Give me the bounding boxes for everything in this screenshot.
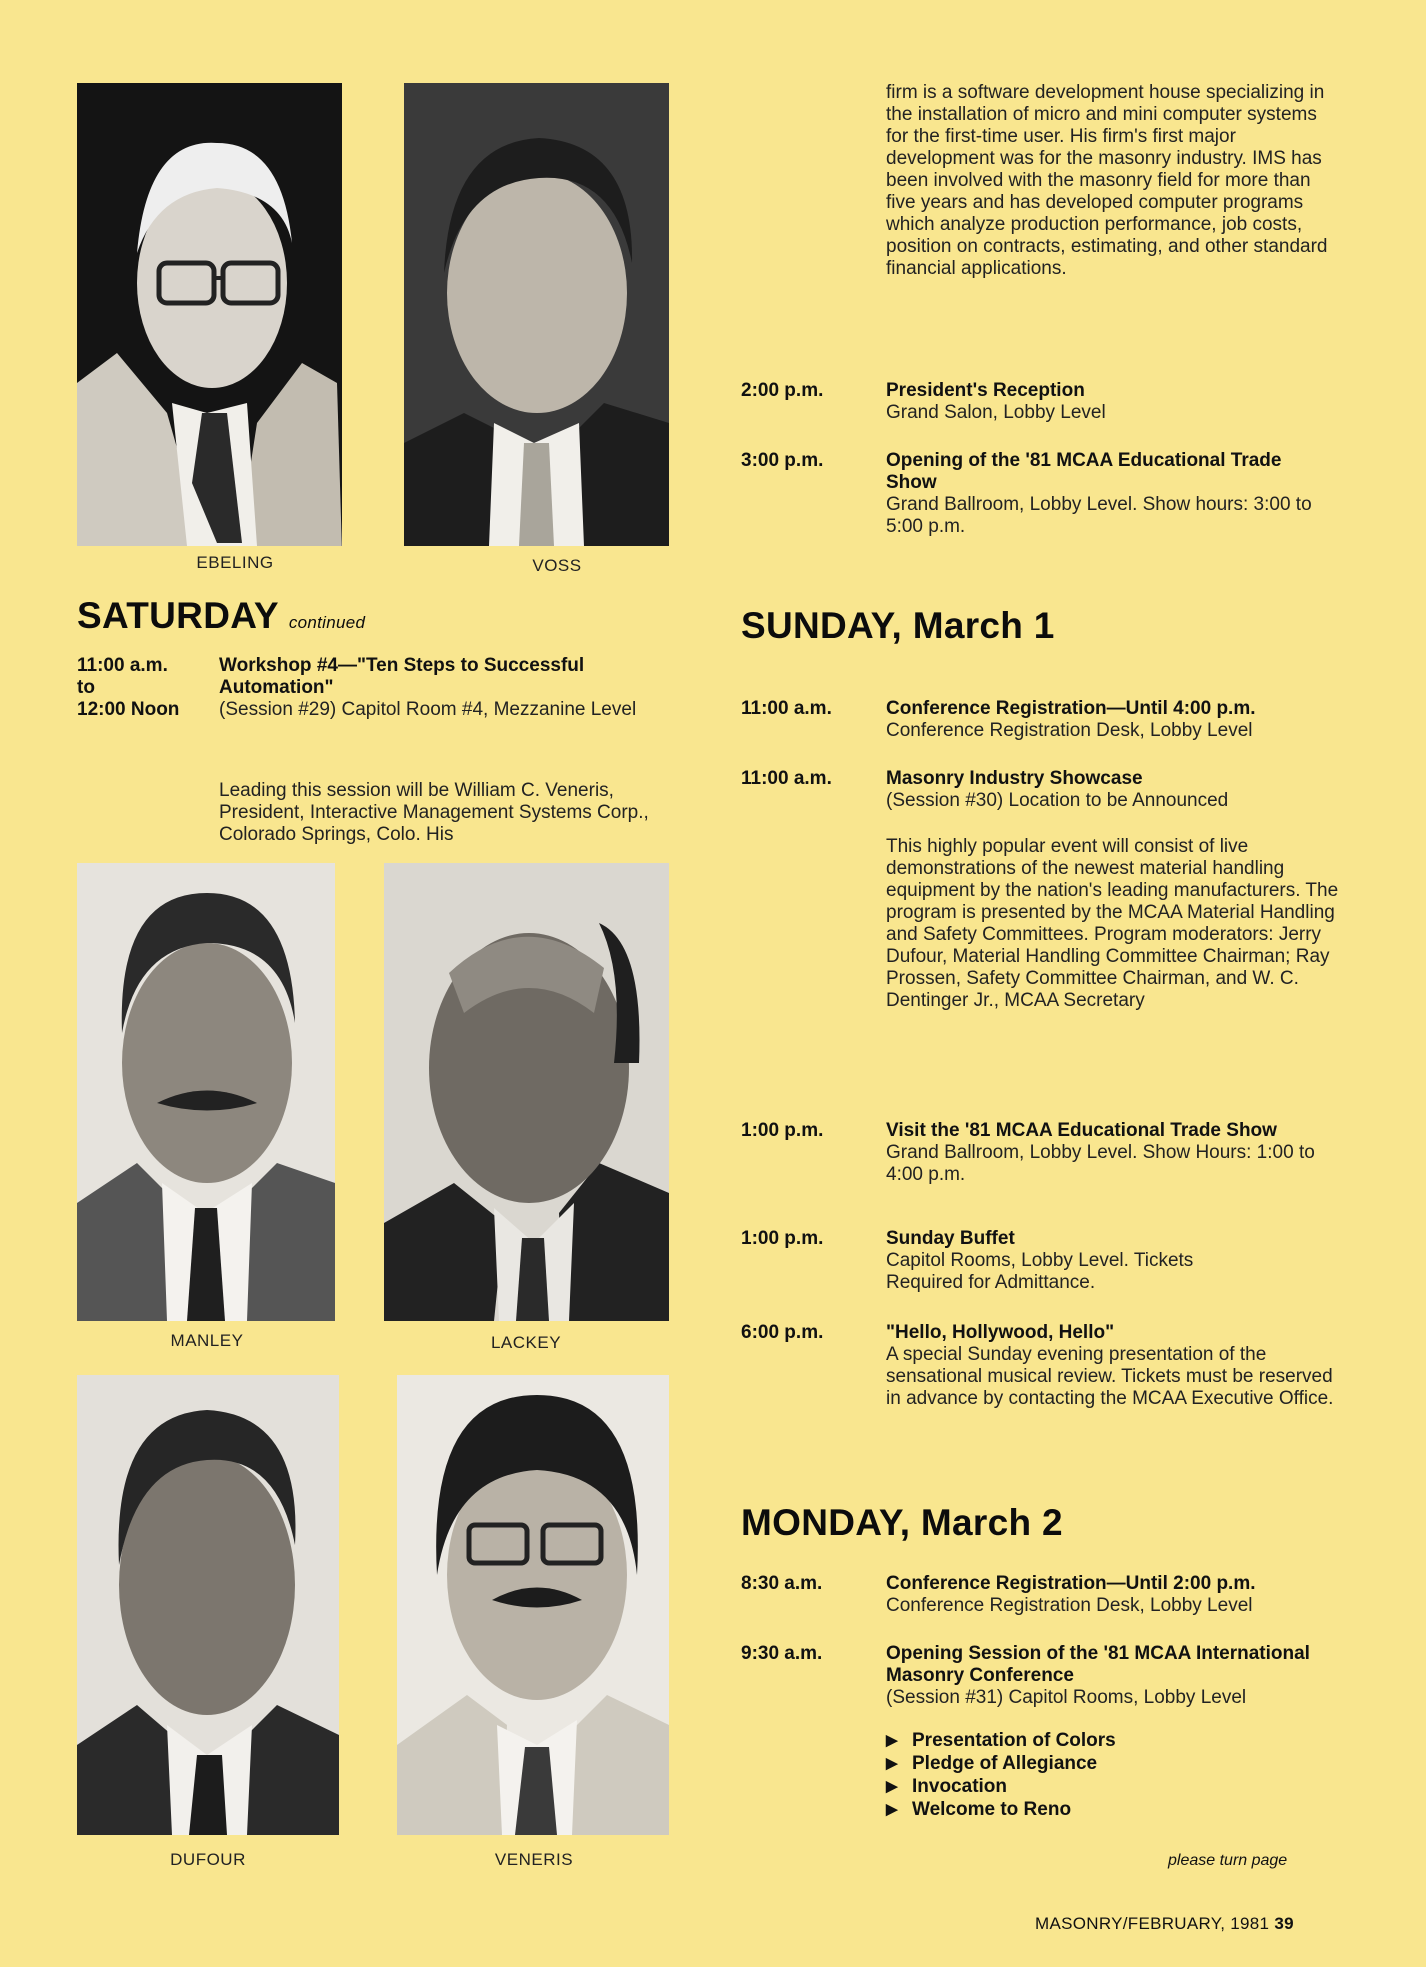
buffet-details: Capitol Rooms, Lobby Level. Tickets Required for Admittance. — [886, 1250, 1194, 1293]
workshop-time — [77, 655, 217, 721]
reception-time: 2:00 p.m. — [741, 380, 824, 401]
showcase-title: Masonry Industry Showcase — [886, 768, 1143, 789]
buffet-entry — [886, 1228, 1266, 1294]
photo-lackey — [384, 863, 669, 1321]
play-arrow-icon: ▶ — [886, 1778, 898, 1795]
showcase-paragraph: This highly popular event will consist of live demonstrations of the newest material handling equipment by the nation's leading manufacturers. The program is presented by the MCAA Material Handling and Safety Committees. Program moderators: Jerry Dufour, Material Handling Committee Chairman; Ray Prossen, Safety Committee Chairman, and W. C. Dentinger Jr., MCAA Secretary — [886, 836, 1339, 1011]
monday-reg-details: Conference Registration Desk, Lobby Level — [886, 1595, 1253, 1616]
agenda-item — [886, 1729, 1286, 1752]
agenda-item-label: Presentation of Colors — [912, 1730, 1116, 1751]
agenda-item-label: Pledge of Allegiance — [912, 1753, 1098, 1774]
reception-title: President's Reception — [886, 380, 1085, 401]
hollywood-entry — [886, 1322, 1346, 1410]
photo-manley — [77, 863, 335, 1321]
workshop-title-line2: Automation" — [219, 677, 334, 698]
saturday-heading-text: SATURDAY — [77, 595, 279, 636]
photo-dufour — [77, 1375, 339, 1835]
opening-session-details: (Session #31) Capitol Rooms, Lobby Level — [886, 1687, 1247, 1708]
agenda-item — [886, 1775, 1286, 1798]
play-arrow-icon: ▶ — [886, 1801, 898, 1818]
trade-show-time: 3:00 p.m. — [741, 450, 824, 471]
sunday-reg-entry — [886, 698, 1356, 742]
visit-show-entry — [886, 1120, 1326, 1186]
agenda-item — [886, 1752, 1286, 1775]
sunday-reg-details: Conference Registration Desk, Lobby Level — [886, 720, 1253, 741]
monday-heading: MONDAY, March 2 — [741, 1502, 1063, 1543]
workshop-time-start: 11:00 a.m. — [77, 655, 168, 676]
saturday-heading — [77, 595, 365, 637]
opening-session-entry — [886, 1643, 1326, 1709]
photo-caption-voss: VOSS — [532, 556, 582, 575]
photo-caption-veneris: VENERIS — [494, 1850, 574, 1869]
opening-session-title: Opening Session of the '81 MCAA International Masonry Conference — [886, 1643, 1310, 1686]
showcase-details: (Session #30) Location to be Announced — [886, 790, 1229, 811]
workshop-time-end: 12:00 Noon — [77, 699, 180, 720]
trade-show-title: Opening of the '81 MCAA Educational Trade Show — [886, 450, 1282, 493]
opening-session-time: 9:30 a.m. — [741, 1643, 823, 1664]
monday-reg-entry — [886, 1573, 1356, 1617]
monday-reg-title: Conference Registration—Until 2:00 p.m. — [886, 1573, 1256, 1594]
photo-voss — [404, 83, 669, 546]
turn-page-note: please turn page — [1168, 1852, 1288, 1869]
sunday-heading: SUNDAY, March 1 — [741, 605, 1055, 646]
photo-ebeling — [77, 83, 342, 546]
photo-veneris — [397, 1375, 669, 1835]
agenda-item-label: Invocation — [912, 1776, 1008, 1797]
photo-caption-dufour: DUFOUR — [170, 1850, 246, 1869]
workshop-paragraph: Leading this session will be William C. Veneris, President, Interactive Management Systems Corp., Colorado Springs, Colo. His — [219, 780, 649, 845]
workshop-entry — [219, 655, 684, 721]
page-footer — [1035, 1914, 1294, 1934]
hollywood-details: A special Sunday evening presentation of the sensational musical review. Tickets must be reserved in advance by contacting the MCAA Executive Office. — [886, 1344, 1334, 1409]
agenda-item-label: Welcome to Reno — [912, 1799, 1072, 1820]
photo-caption-ebeling: EBELING — [196, 553, 274, 572]
showcase-time: 11:00 a.m. — [741, 768, 832, 789]
reception-details: Grand Salon, Lobby Level — [886, 402, 1106, 423]
continued-label: continued — [288, 613, 366, 632]
buffet-time: 1:00 p.m. — [741, 1228, 824, 1249]
showcase-entry — [886, 768, 1356, 812]
workshop-details: (Session #29) Capitol Room #4, Mezzanine Level — [219, 699, 637, 720]
hollywood-time: 6:00 p.m. — [741, 1322, 824, 1343]
photo-caption-lackey: LACKEY — [490, 1333, 562, 1352]
hollywood-title: "Hello, Hollywood, Hello" — [886, 1322, 1115, 1343]
visit-show-details: Grand Ballroom, Lobby Level. Show Hours: 1:00 to 4:00 p.m. — [886, 1142, 1315, 1185]
trade-show-details: Grand Ballroom, Lobby Level. Show hours: 3:00 to 5:00 p.m. — [886, 494, 1312, 537]
agenda-item — [886, 1798, 1286, 1821]
workshop-title-line1: Workshop #4—"Ten Steps to Successful — [219, 655, 585, 676]
visit-show-time: 1:00 p.m. — [741, 1120, 824, 1141]
opening-session-agenda — [886, 1729, 1286, 1821]
reception-entry — [886, 380, 1346, 424]
trade-show-entry — [886, 450, 1312, 538]
monday-reg-time: 8:30 a.m. — [741, 1573, 823, 1594]
footer-publication: MASONRY/FEBRUARY, 1981 — [1035, 1914, 1270, 1933]
play-arrow-icon: ▶ — [886, 1732, 898, 1749]
photo-caption-manley: MANLEY — [170, 1331, 244, 1350]
buffet-title: Sunday Buffet — [886, 1228, 1015, 1249]
sunday-reg-title: Conference Registration—Until 4:00 p.m. — [886, 698, 1256, 719]
visit-show-title: Visit the '81 MCAA Educational Trade Show — [886, 1120, 1277, 1141]
workshop-time-to: to — [77, 677, 95, 698]
page-number: 39 — [1274, 1914, 1294, 1933]
sunday-reg-time: 11:00 a.m. — [741, 698, 832, 719]
play-arrow-icon: ▶ — [886, 1755, 898, 1772]
ims-paragraph: firm is a software development house specializing in the installation of micro and mini computer systems for the first-time user. His firm's first major development was for the masonry industry. IMS has been involved with the masonry field for more than five years and has developed computer programs which analyze production performance, job costs, position on contracts, estimating, and other standard financial applications. — [886, 82, 1328, 279]
